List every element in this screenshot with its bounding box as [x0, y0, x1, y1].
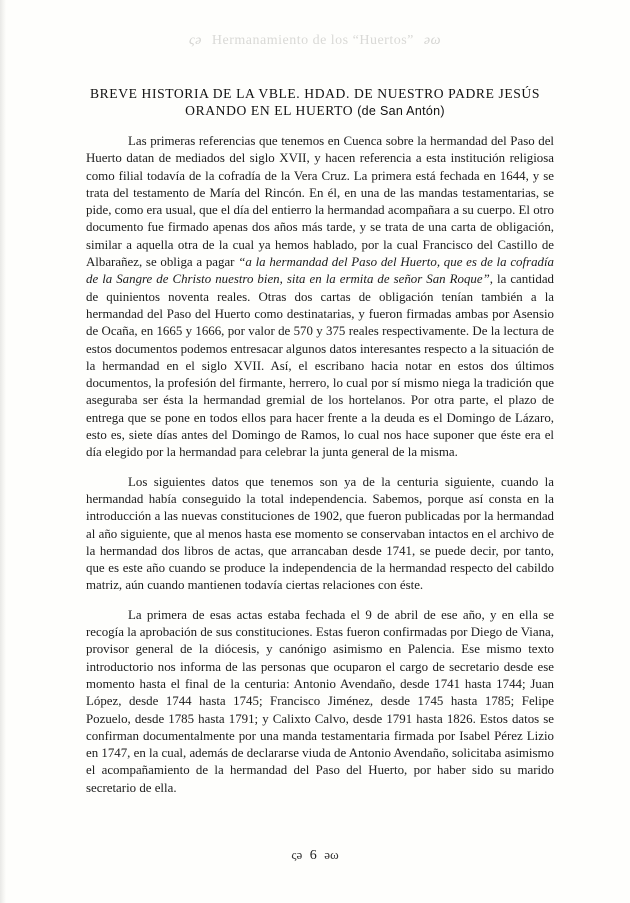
- paragraph-2: Los siguientes datos que tenemos son ya de la centuria siguiente, cuando la hermandad había conseguido la total independencia. Sabemos, porque así consta en la introducción a las nuevas constituciones de 1902, que fueron publicadas por la hermandad al año siguiente, que al menos hasta ese momento se conservaban intactos en el archivo de la hermandad dos libros de actas, que arrancaban desde 1741, se puede decir, por tanto, que es este año cuando se produce la independencia de la hermandad respecto del cabildo matriz, aún cuando mantienen todavía ciertas relaciones con éste.: [86, 474, 554, 593]
- paragraph-3: La primera de esas actas estaba fechada el 9 de abril de ese año, y en ella se recogía la aprobación de sus constituciones. Estas fueron confirmadas por Diego de Viana, provisor general de la diócesis, y canónigo asimismo en Palencia. Ese mismo texto introductorio nos informa de las personas que ocuparon el cargo de secretario desde ese momento hasta el final de la centuria: Antonio Avendaño, desde 1741 hasta 1744; Juan López, desde 1744 hasta 1745; Francisco Jiménez, desde 1745 hasta 1785; Felipe Pozuelo, desde 1785 hasta 1791; y Calixto Calvo, desde 1791 hasta 1826. Estos datos se confirman documentalmente por una manda testamentaria firmada por Isabel Pérez Lizio en 1747, en la cual, además de declararse viuda de Antonio Avendaño, solicitaba asimismo el acompañamiento de la hermandad del Paso del Huerto, por haber sido su marido secretario de ella.: [86, 607, 554, 795]
- paragraph-1: [86, 133, 554, 462]
- folio-left-ornament-icon: ςə: [291, 847, 303, 862]
- running-head: [0, 33, 630, 49]
- left-ornament-icon: ςə: [188, 33, 202, 48]
- article-body: [86, 133, 554, 809]
- title-line-2-paren: (de San Antón): [357, 104, 445, 118]
- title-line-2-main: ORANDO EN EL HUERTO: [185, 103, 354, 118]
- title-line-1: BREVE HISTORIA DE LA VBLE. HDAD. DE NUESTRO PADRE JESÚS: [89, 86, 541, 101]
- paragraph-1-quotation: “a la hermandad del Paso del Huerto, que es de la cofradía de la Sangre de Christo nuestro bien, sita en la ermita de señor San Roque”: [86, 255, 554, 287]
- running-head-text: Hermanamiento de los “Huertos”: [211, 33, 414, 48]
- page-number-footer: [0, 847, 630, 864]
- paragraph-1-part-b: , la cantidad de quinientos noventa reales. Otras dos cartas de obligación tenían también a la hermandad del Paso del Huerto como destinatarias, y fueron firmadas ambas por Asensio de Ocaña, en 1665 y 1666, por valor de 570 y 375 reales respectivamente. De la lectura de estos documentos podemos entresacar algunos datos interesantes respecto a la situación de la hermandad en el siglo XVII. Así, el escribano hacia notar en estos dos últimos documentos, la profesión del firmante, herrero, lo cual por sí mismo niega la tradición que aseguraba ser ésta la hermandad gremial de los hortelanos. Por otra parte, el plazo de entrega que se pone en todos ellos para hacer frente a la deuda es el Domingo de Lázaro, esto es, siete días antes del Domingo de Ramos, lo cual nos hace suponer que éste era el día elegido por la hermandad para celebrar la junta general de la misma.: [86, 272, 554, 460]
- title-line-2: [60, 102, 570, 120]
- article-title: [60, 85, 570, 120]
- page-number: 6: [309, 848, 317, 863]
- right-ornament-icon: əω: [423, 33, 441, 48]
- folio-right-ornament-icon: əω: [324, 847, 339, 862]
- paragraph-1-part-a: Las primeras referencias que tenemos en Cuenca sobre la hermandad del Paso del Huerto datan de mediados del siglo XVII, y hacen referencia a esta institución religiosa como filial todavía de la cofradía de la Vera Cruz. La primera está fechada en 1644, y se trata del testamento de María del Rincón. En él, en una de las mandas testamentarias, se pide, como era usual, que el día del entierro la hermandad acompañara a su cuerpo. El otro documento fue firmado apenas dos años más tarde, y se trata de una carta de obligación, similar a aquella otra de la cual ya hemos hablado, por la cual Francisco del Castillo de Albarañez, se obliga a pagar: [86, 134, 554, 270]
